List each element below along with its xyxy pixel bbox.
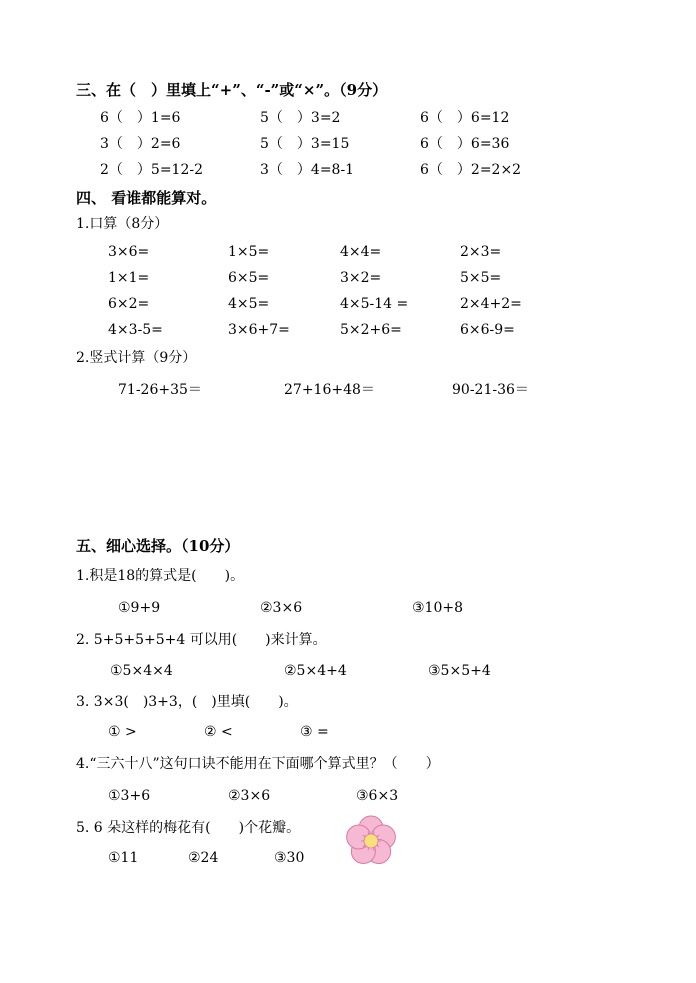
oral-calc-item: 4×3-5=: [108, 322, 163, 338]
choice-option: ②24: [188, 850, 219, 866]
choice-option: ②3×6: [228, 788, 271, 804]
fill-operator-item: 5（ ）3=2: [260, 110, 341, 126]
oral-calc-item: 2×4+2=: [460, 296, 522, 312]
oral-calc-item: 3×6=: [108, 244, 150, 260]
choice-question: 5. 6 朵这样的梅花有( )个花瓣。: [76, 820, 301, 836]
oral-calc-item: 6×6-9=: [460, 322, 515, 338]
choice-option: ②5×4+4: [284, 663, 347, 679]
fill-operator-item: 2（ ）5=12-2: [100, 162, 203, 178]
fill-operator-item: 5（ ）3=15: [260, 136, 350, 152]
fill-operator-item: 6（ ）6=12: [420, 110, 510, 126]
oral-calc-item: 4×5-14 =: [340, 296, 409, 312]
choice-option: ③30: [274, 850, 305, 866]
fill-operator-item: 3（ ）4=8-1: [260, 162, 355, 178]
oral-calc-item: 4×4=: [340, 244, 382, 260]
choice-option: ①3+6: [108, 788, 151, 804]
choice-option: ③6×3: [356, 788, 399, 804]
section3-title: 三、在（ ）里填上“+”、“-”或“×”。（9分）: [76, 81, 388, 99]
fill-operator-item: 6（ ）2=2×2: [420, 162, 522, 178]
oral-calc-item: 3×2=: [340, 270, 382, 286]
oral-calc-title: 1.口算（8分）: [76, 216, 169, 232]
plum-flower-image: [342, 814, 400, 868]
oral-calc-item: 2×3=: [460, 244, 502, 260]
oral-calc-item: 1×5=: [228, 244, 270, 260]
section4-title: 四、 看谁都能算对。: [76, 189, 217, 207]
choice-option: ①11: [108, 850, 139, 866]
oral-calc-item: 5×5=: [460, 270, 502, 286]
oral-calc-item: 1×1=: [108, 270, 150, 286]
choice-option: ③ =: [300, 724, 329, 740]
choice-option: ① >: [108, 724, 137, 740]
vertical-calc-item: 90-21-36＝: [452, 382, 529, 398]
choice-option: ③10+8: [412, 600, 464, 616]
choice-question: 4.“三六十八”这句口诀不能用在下面哪个算式里？（ ）: [76, 756, 440, 772]
vertical-calc-item: 27+16+48＝: [284, 382, 375, 398]
choice-option: ②3×6: [260, 600, 303, 616]
choice-option: ② <: [204, 724, 233, 740]
oral-calc-item: 6×5=: [228, 270, 270, 286]
choice-question: 3. 3×3( )3+3，( )里填( )。: [76, 694, 298, 710]
oral-calc-item: 3×6+7=: [228, 322, 290, 338]
fill-operator-item: 3（ ）2=6: [100, 136, 181, 152]
choice-question: 1.积是18的算式是( )。: [76, 568, 245, 584]
oral-calc-item: 5×2+6=: [340, 322, 402, 338]
section5-title: 五、细心选择。（10分）: [76, 537, 240, 555]
flower-center: [364, 834, 378, 848]
oral-calc-item: 6×2=: [108, 296, 150, 312]
choice-option: ①9+9: [118, 600, 161, 616]
choice-option: ①5×4×4: [110, 663, 173, 679]
choice-option: ③5×5+4: [428, 663, 491, 679]
oral-calc-item: 4×5=: [228, 296, 270, 312]
vertical-calc-title: 2.竖式计算（9分）: [76, 350, 197, 366]
fill-operator-item: 6（ ）6=36: [420, 136, 510, 152]
vertical-calc-item: 71-26+35＝: [118, 382, 202, 398]
fill-operator-item: 6（ ）1=6: [100, 110, 181, 126]
choice-question: 2. 5+5+5+5+4 可以用( )来计算。: [76, 632, 327, 648]
